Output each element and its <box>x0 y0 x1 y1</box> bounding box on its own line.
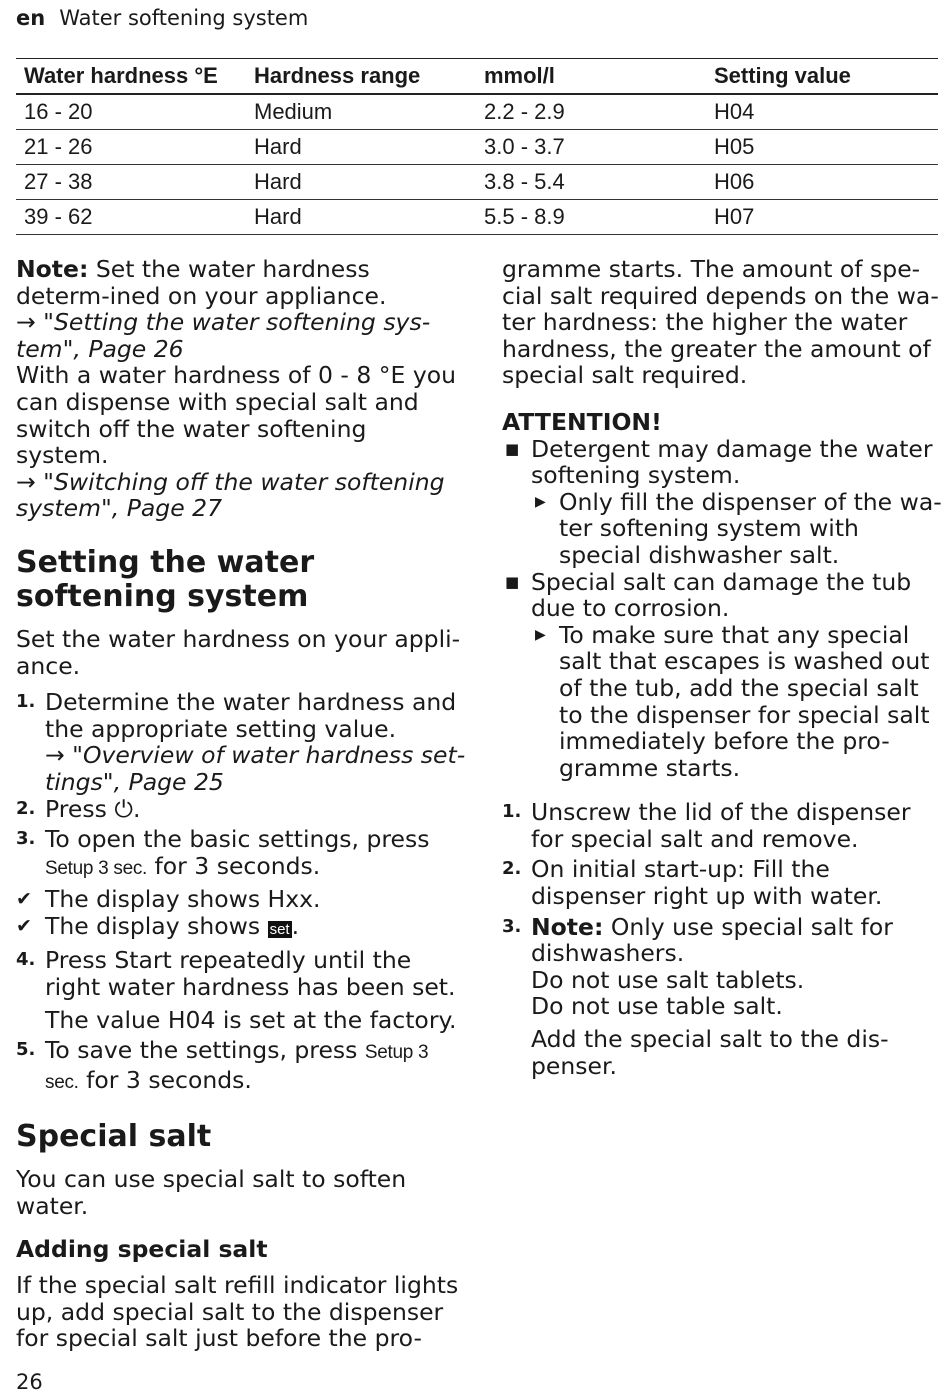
note-text: Set the water hardness determ-ined on your appliance. <box>16 255 387 310</box>
salt-step-3 <box>502 914 942 1080</box>
step-text: Do not use table salt. <box>531 992 783 1021</box>
table-header-row <box>16 59 938 95</box>
cross-reference-link[interactable]: → "Setting the water softening sys-tem", Page 26 <box>16 308 431 363</box>
step-text: Unscrew the lid of the dispenser for special salt and remove. <box>531 798 911 853</box>
table-row <box>16 200 938 235</box>
warning-bullet-2 <box>502 569 942 622</box>
section-heading-special-salt: Special salt <box>16 1119 212 1155</box>
table-row <box>16 165 938 200</box>
warning-text: Detergent may damage the water softening system. <box>531 434 933 490</box>
salt-step-2 <box>502 856 942 909</box>
cell: 21 - 26 <box>16 130 246 165</box>
step-3 <box>16 826 466 882</box>
warning-action-1 <box>502 489 942 569</box>
step-4 <box>16 947 466 1033</box>
step-number: 1. <box>16 691 36 713</box>
step-text: for 3 seconds. <box>154 851 321 880</box>
cell: Hard <box>246 200 476 235</box>
cell: H06 <box>706 165 938 200</box>
setup-button-label: Setup 3 sec. <box>45 857 148 879</box>
check-icon: ✔ <box>16 888 32 911</box>
page-header <box>16 6 308 30</box>
cell: 16 - 20 <box>16 94 246 130</box>
cross-reference-link[interactable]: → "Overview of water hardness set-tings", Page 25 <box>45 741 466 796</box>
col-water-hardness: Water hardness °E <box>16 59 246 95</box>
cell: 27 - 38 <box>16 165 246 200</box>
check-result-2 <box>16 913 466 944</box>
step-text: for 3 seconds. <box>86 1065 252 1094</box>
note-label: Note: <box>16 255 89 283</box>
step-5 <box>16 1037 466 1096</box>
attention-heading: ATTENTION! <box>502 407 662 436</box>
square-bullet-icon: ■ <box>505 572 520 591</box>
cell: 39 - 62 <box>16 200 246 235</box>
check-result-1 <box>16 886 466 913</box>
warning-text: Special salt can damage the tub due to corrosion. <box>531 567 912 623</box>
cell: Medium <box>246 94 476 130</box>
step-text: Press <box>45 946 107 975</box>
step-text: Add the special salt to the dis-penser. <box>531 1025 889 1080</box>
col-mmol: mmol/l <box>476 59 706 95</box>
cell: H05 <box>706 130 938 165</box>
cell: H04 <box>706 94 938 130</box>
cross-reference-link[interactable]: → "Switching off the water softening system", Page 27 <box>16 467 445 523</box>
step-number: 1. <box>502 801 522 823</box>
power-icon: ⏻ <box>114 794 133 823</box>
display-set-symbol: set <box>269 920 290 938</box>
note-paragraph <box>16 256 466 309</box>
body-paragraph: If the special salt refill indicator lights up, add special salt to the dispenser for special salt just before the pro- <box>16 1271 459 1353</box>
result-text: The display shows Hxx. <box>45 885 321 914</box>
setup-button-label: Setup 3 sec. <box>45 1042 429 1093</box>
check-icon: ✔ <box>16 914 32 937</box>
cell: 2.2 - 2.9 <box>476 94 706 130</box>
triangle-arrow-icon: ▶ <box>535 493 546 510</box>
cell: 3.8 - 5.4 <box>476 165 706 200</box>
step-number: 2. <box>16 797 36 819</box>
step-text: repeatedly until the right water hardness has been set. <box>45 946 456 1002</box>
step-text: Do not use salt tablets. <box>531 965 805 994</box>
note-label: Note: <box>531 912 604 941</box>
step-1 <box>16 689 466 795</box>
language-code: en <box>16 6 46 30</box>
section-heading-setting: Setting the water softening system <box>16 544 315 614</box>
cell: Hard <box>246 130 476 165</box>
water-hardness-table <box>16 58 938 235</box>
page-number: 26 <box>16 1370 43 1394</box>
result-text: The display shows <box>45 911 261 940</box>
cell: 5.5 - 8.9 <box>476 200 706 235</box>
step-note: The value H04 is set at the factory. <box>45 1005 457 1034</box>
triangle-arrow-icon: ▶ <box>535 626 546 643</box>
step-text: On initial start-up: Fill the dispenser right up with water. <box>531 855 883 911</box>
warning-bullet-1 <box>502 436 942 489</box>
warning-action-2 <box>502 622 942 782</box>
step-number: 3. <box>502 915 522 937</box>
cell: H07 <box>706 200 938 235</box>
col-hardness-range: Hardness range <box>246 59 476 95</box>
step-number: 4. <box>16 949 36 971</box>
col-setting-value: Setting value <box>706 59 938 95</box>
step-2 <box>16 796 466 823</box>
punct: . <box>132 794 141 823</box>
body-paragraph: gramme starts. The amount of spe-cial salt required depends on the wa-ter hardness: the higher the water hardness, the greater the amount of special salt required. <box>502 255 939 390</box>
step-text: To save the settings, press <box>45 1036 358 1065</box>
cell: Hard <box>246 165 476 200</box>
step-text: Press <box>45 794 107 823</box>
step-text: Determine the water hardness and the appropriate setting value. <box>45 688 457 743</box>
action-text: To make sure that any special salt that escapes is washed out of the tub, add the special salt to the dispenser for special salt immediately before the pro-gramme starts. <box>559 620 930 782</box>
left-column <box>16 256 466 1352</box>
step-number: 3. <box>16 828 36 850</box>
table-row <box>16 130 938 165</box>
subsection-heading-adding-salt: Adding special salt <box>16 1234 268 1263</box>
action-text: Only fill the dispenser of the wa-ter softening system with special dishwasher salt. <box>559 487 942 569</box>
body-paragraph: You can use special salt to soften water. <box>16 1165 407 1221</box>
header-title: Water softening system <box>59 6 309 30</box>
cell: 3.0 - 3.7 <box>476 130 706 165</box>
body-paragraph: With a water hardness of 0 - 8 °E you can dispense with special salt and switch off the water softening system. <box>16 361 457 470</box>
start-button-label: Start <box>114 946 172 975</box>
body-paragraph: Set the water hardness on your appli-ance. <box>16 624 461 680</box>
square-bullet-icon: ■ <box>505 439 520 458</box>
right-column <box>502 256 942 1079</box>
step-text: Only use special salt for dishwashers. <box>531 912 893 968</box>
table-row <box>16 94 938 130</box>
step-text: To open the basic settings, press <box>45 825 430 854</box>
punct: . <box>291 911 300 940</box>
salt-step-1 <box>502 799 942 852</box>
step-number: 2. <box>502 858 522 880</box>
step-number: 5. <box>16 1039 36 1061</box>
